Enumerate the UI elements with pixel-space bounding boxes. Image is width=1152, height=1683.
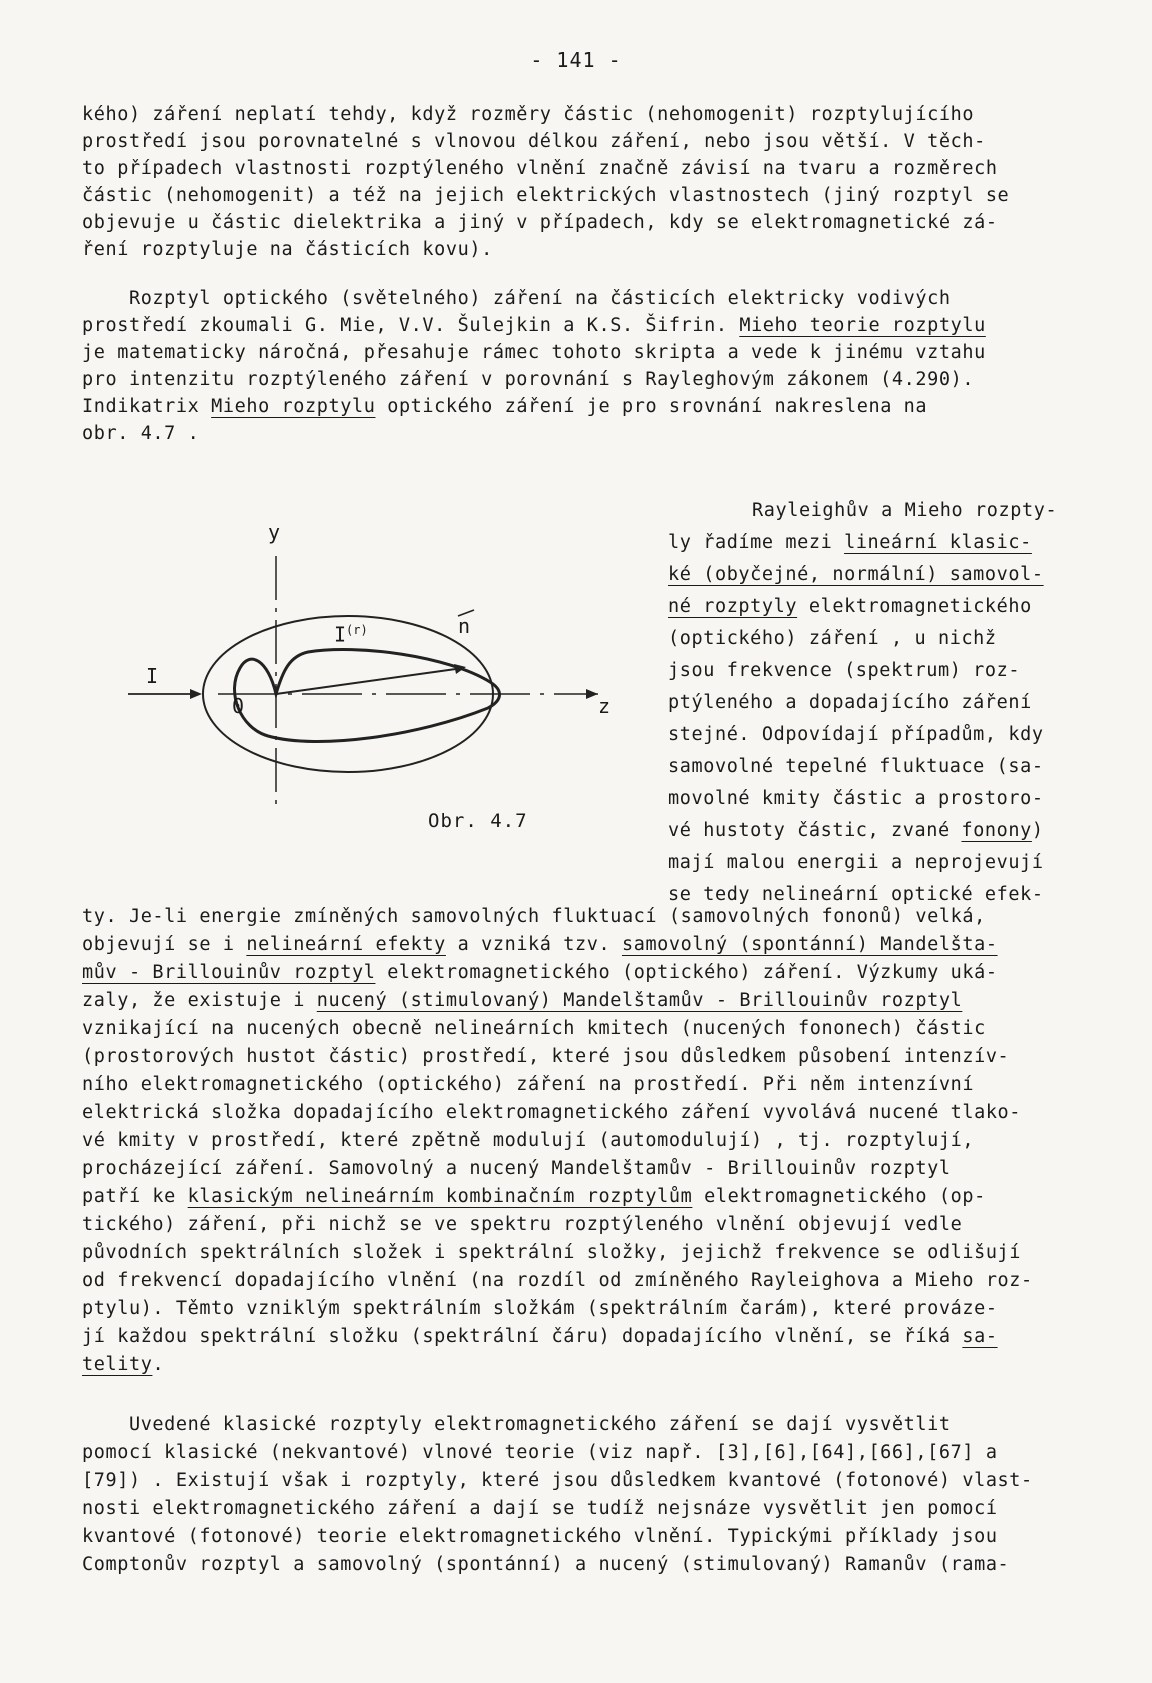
text-line <box>668 534 1032 553</box>
text-line: jsou frekvence (spektrum) roz- <box>668 660 1021 681</box>
underlined-term: Mieho rozptylu <box>211 396 376 417</box>
text-run: vé hustoty částic, zvané <box>668 820 962 841</box>
text-line <box>82 964 998 983</box>
underlined-term: mův - Brillouinův rozptyl <box>82 962 376 983</box>
text-line: (prostorových hustot částic) prostředí, které jsou důsledkem působení intenzív- <box>82 1046 1010 1067</box>
text-run: patří ke <box>82 1186 188 1207</box>
text-line: samovolné tepelné fluktuace (sa- <box>668 756 1044 777</box>
text-line: movolné kmity částic a prostoro- <box>668 788 1044 809</box>
underlined-term: fonony <box>961 820 1032 841</box>
text-line: elektrická složka dopadajícího elektromagnetického záření vyvolává nucené tlako- <box>82 1102 1022 1123</box>
underlined-term: né rozptyly <box>668 596 798 617</box>
figure-mie-indicatrix <box>118 520 648 870</box>
text-run: jí každou spektrální složku (spektrální čáru) dopadajícího vlnění, se říká <box>82 1326 963 1347</box>
text-line: Uvedené klasické rozptyly elektromagnetického záření se dají vysvětlit <box>82 1414 951 1435</box>
text-line: vé kmity v prostředí, které zpětně modulují (automodulují) , tj. rozptylují, <box>82 1130 975 1151</box>
underlined-term: samovolný (spontánní) Mandelšta- <box>621 934 998 955</box>
text-line: Rayleighův a Mieho rozpty- <box>752 500 1058 521</box>
text-line: ptylu). Těmto vzniklým spektrálním složkám (spektrálním čarám), které prováze- <box>82 1298 998 1319</box>
intensity-superscript: (r) <box>346 623 368 637</box>
intensity-label <box>334 624 368 645</box>
text-line <box>82 317 986 336</box>
mie-lobe <box>235 650 500 742</box>
text-line <box>668 566 1044 585</box>
n-vector-label: n <box>458 614 471 638</box>
underlined-term: nucený (stimulovaný) Mandelštamův - Brillouinův rozptyl <box>316 990 963 1011</box>
text-line: ty. Je-li energie zmíněných samovolných fluktuací (samovolných fononů) velká, <box>82 906 986 927</box>
underlined-term: ké (obyčejné, normální) samovol- <box>668 564 1044 585</box>
text-run: ly řadíme mezi <box>668 532 845 553</box>
text-line <box>82 1328 998 1347</box>
text-line <box>82 1188 986 1207</box>
text-line: tického) záření, při nichž se ve spektru rozptýleného vlnění objevují vedle <box>82 1214 963 1235</box>
text-line: stejné. Odpovídají případům, kdy <box>668 724 1044 745</box>
underlined-term: klasickým nelineárním kombinačním rozptylům <box>187 1186 693 1207</box>
intensity-symbol: I <box>334 622 347 647</box>
incident-label: I <box>146 664 159 688</box>
text-line: Rozptyl optického (světelného) záření na částicích elektricky vodivých <box>82 288 951 309</box>
text-line: [79]) . Existují však i rozptyly, které jsou důsledkem kvantové (fotonové) vlast- <box>82 1470 1033 1491</box>
underlined-term: telity <box>82 1354 153 1375</box>
text-line <box>82 398 927 417</box>
text-line <box>82 1356 164 1375</box>
text-line <box>82 992 962 1011</box>
text-run: optického záření je pro srovnání nakreslena na <box>375 396 928 417</box>
text-line: od frekvencí dopadajícího vlnění (na rozdíl od zmíněného Rayleighova a Mieho roz- <box>82 1270 1033 1291</box>
text-line: částic (nehomogenit) a též na jejich elektrických vlastnostech (jiný rozptyl se <box>82 185 1010 206</box>
text-run: Indikatrix <box>82 396 212 417</box>
text-line: ního elektromagnetického (optického) záření na prostředí. Při něm intenzívní <box>82 1074 975 1095</box>
underlined-term: Mieho teorie rozptylu <box>739 315 986 336</box>
text-line: Comptonův rozptyl a samovolný (spontánní) a nucený (stimulovaný) Ramanův (rama- <box>82 1554 1010 1575</box>
text-line: kého) záření neplatí tehdy, když rozměry částic (nehomogenit) rozptylujícího <box>82 104 975 125</box>
z-axis-arrowhead <box>586 689 598 699</box>
text-line: kvantové (fotonové) teorie elektromagnetického vlnění. Typickými příklady jsou <box>82 1526 998 1547</box>
radius-vector <box>276 668 463 694</box>
text-run: elektromagnetického <box>797 596 1032 617</box>
text-line: vznikající na nucených obecně nelineárních kmitech (nucených fononech) částic <box>82 1018 986 1039</box>
text-line: objevuje u částic dielektrika a jiný v případech, kdy se elektromagnetické zá- <box>82 212 998 233</box>
text-line: prostředí jsou porovnatelné s vlnovou délkou záření, nebo jsou větší. V těch- <box>82 131 986 152</box>
text-run: objevují se i <box>82 934 247 955</box>
text-run: . <box>152 1354 165 1375</box>
text-line: nosti elektromagnetického záření a dají se tudíž nejsnáze vysvětlit jen pomocí <box>82 1498 998 1519</box>
indicatrix-diagram <box>118 540 648 870</box>
text-line: obr. 4.7 . <box>82 423 200 444</box>
text-run: elektromagnetického (optického) záření. Výzkumy uká- <box>375 962 998 983</box>
text-line: ření rozptyluje na částicích kovu). <box>82 239 493 260</box>
text-line <box>668 822 1044 841</box>
text-line: pomocí klasické (nekvantové) vlnové teorie (viz např. [3],[6],[64],[66],[67] a <box>82 1442 998 1463</box>
text-run: zaly, že existuje i <box>82 990 317 1011</box>
text-line: ptýleného a dopadajícího záření <box>668 692 1032 713</box>
underlined-term: sa- <box>962 1326 998 1347</box>
figure-caption: Obr. 4.7 <box>428 810 528 832</box>
text-line: mají malou energii a neprojevují <box>668 852 1044 873</box>
text-run: ) <box>1031 820 1044 841</box>
text-line: to případech vlastnosti rozptýleného vlnění značně závisí na tvaru a rozměrech <box>82 158 998 179</box>
text-line <box>82 936 998 955</box>
text-line: pro intenzitu rozptýleného záření v porovnání s Rayleghovým zákonem (4.290). <box>82 369 975 390</box>
text-run: a vzniká tzv. <box>445 934 622 955</box>
text-run: elektromagnetického (op- <box>692 1186 986 1207</box>
origin-label: 0 <box>232 694 245 718</box>
incident-arrowhead <box>190 689 202 699</box>
z-axis-label: z <box>598 694 611 718</box>
text-line: se tedy nelineární optické efek- <box>668 884 1044 905</box>
underlined-term: lineární klasic- <box>844 532 1032 553</box>
y-axis-label: y <box>268 520 281 544</box>
text-line: procházející záření. Samovolný a nucený Mandelštamův - Brillouinův rozptyl <box>82 1158 951 1179</box>
text-line: (optického) záření , u nichž <box>668 628 997 649</box>
text-line <box>668 598 1032 617</box>
page-number: - 141 - <box>530 48 622 72</box>
text-line: je matematicky náročná, přesahuje rámec tohoto skripta a vede k jinému vztahu <box>82 342 986 363</box>
underlined-term: nelineární efekty <box>246 934 446 955</box>
text-run: prostředí zkoumali G. Mie, V.V. Šulejkin a K.S. Šifrin. <box>82 315 740 336</box>
text-line: původních spektrálních složek i spektrální složky, jejichž frekvence se odlišují <box>82 1242 1022 1263</box>
